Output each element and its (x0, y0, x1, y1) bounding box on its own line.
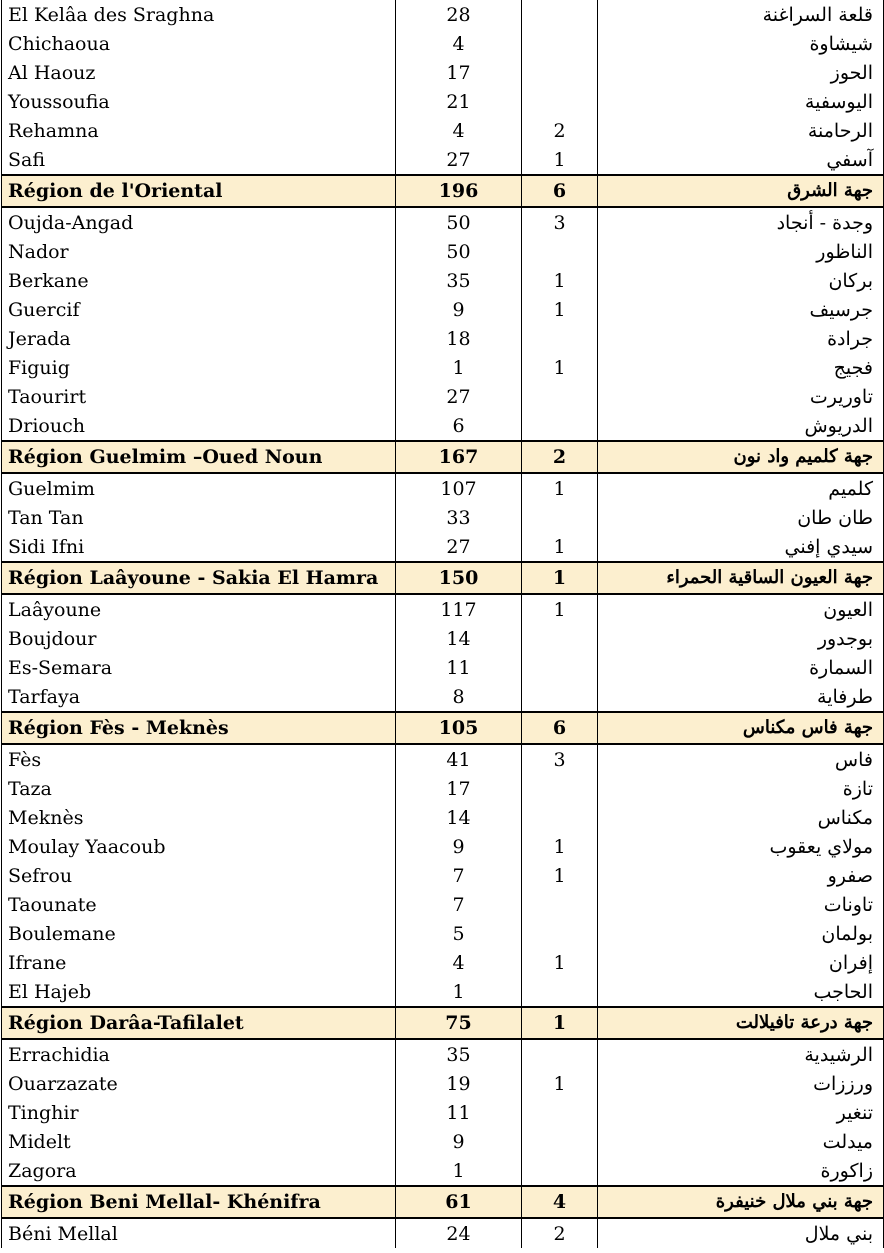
name-fr-cell: El Kelâa des Sraghna (2, 0, 396, 29)
name-ar-cell: إفران (598, 948, 884, 977)
table-body (2, 0, 884, 1248)
table-row (2, 145, 884, 175)
table-row (2, 503, 884, 532)
table-row (2, 29, 884, 58)
table-row (2, 682, 884, 712)
name-fr-cell: Ifrane (2, 948, 396, 977)
table-row (2, 266, 884, 295)
name-ar-cell: بوجدور (598, 624, 884, 653)
table-row (2, 1069, 884, 1098)
name-fr-cell: Driouch (2, 411, 396, 441)
name-ar-cell: طرفاية (598, 682, 884, 712)
table-row (2, 473, 884, 503)
table-row (2, 116, 884, 145)
name-fr-cell: Es-Semara (2, 653, 396, 682)
count-cell: 7 (396, 861, 522, 890)
name-fr-cell: Berkane (2, 266, 396, 295)
region-row (2, 712, 884, 744)
table-row (2, 353, 884, 382)
table-row (2, 803, 884, 832)
name-ar-cell: جهة فاس مكناس (598, 712, 884, 744)
secondary-count-cell: 1 (522, 266, 598, 295)
table-row (2, 744, 884, 774)
secondary-count-cell: 1 (522, 353, 598, 382)
table-row (2, 890, 884, 919)
table-row (2, 295, 884, 324)
count-cell: 11 (396, 1098, 522, 1127)
name-ar-cell: قلعة السراغنة (598, 0, 884, 29)
name-fr-cell: Taza (2, 774, 396, 803)
name-fr-cell: Safi (2, 145, 396, 175)
name-ar-cell: الرشيدية (598, 1039, 884, 1069)
table-row (2, 948, 884, 977)
secondary-count-cell (522, 1156, 598, 1186)
name-fr-cell: Région de l'Oriental (2, 175, 396, 207)
secondary-count-cell: 1 (522, 473, 598, 503)
table-row (2, 774, 884, 803)
name-ar-cell: اليوسفية (598, 87, 884, 116)
name-fr-cell: Al Haouz (2, 58, 396, 87)
count-cell: 150 (396, 562, 522, 594)
table-row (2, 0, 884, 29)
secondary-count-cell (522, 919, 598, 948)
secondary-count-cell: 6 (522, 712, 598, 744)
name-ar-cell: بني ملال (598, 1218, 884, 1248)
name-ar-cell: جهة العيون الساقية الحمراء (598, 562, 884, 594)
name-fr-cell: Zagora (2, 1156, 396, 1186)
name-fr-cell: Chichaoua (2, 29, 396, 58)
count-cell: 50 (396, 207, 522, 237)
name-fr-cell: Sidi Ifni (2, 532, 396, 562)
name-fr-cell: Région Darâa-Tafilalet (2, 1007, 396, 1039)
name-fr-cell: Taourirt (2, 382, 396, 411)
region-row (2, 175, 884, 207)
region-row (2, 441, 884, 473)
count-cell: 27 (396, 382, 522, 411)
name-ar-cell: فاس (598, 744, 884, 774)
name-fr-cell: Fès (2, 744, 396, 774)
region-row (2, 1186, 884, 1218)
table-row (2, 207, 884, 237)
name-fr-cell: Sefrou (2, 861, 396, 890)
count-cell: 17 (396, 58, 522, 87)
secondary-count-cell (522, 977, 598, 1007)
secondary-count-cell: 1 (522, 562, 598, 594)
count-cell: 21 (396, 87, 522, 116)
name-ar-cell: مولاي يعقوب (598, 832, 884, 861)
count-cell: 61 (396, 1186, 522, 1218)
secondary-count-cell (522, 382, 598, 411)
name-fr-cell: Région Laâyoune - Sakia El Hamra (2, 562, 396, 594)
secondary-count-cell (522, 411, 598, 441)
secondary-count-cell: 4 (522, 1186, 598, 1218)
secondary-count-cell: 1 (522, 1069, 598, 1098)
name-ar-cell: جرسيف (598, 295, 884, 324)
table-row (2, 861, 884, 890)
table-row (2, 1156, 884, 1186)
table-row (2, 594, 884, 624)
count-cell: 41 (396, 744, 522, 774)
name-ar-cell: طان طان (598, 503, 884, 532)
count-cell: 7 (396, 890, 522, 919)
secondary-count-cell (522, 324, 598, 353)
count-cell: 28 (396, 0, 522, 29)
name-ar-cell: الرحامنة (598, 116, 884, 145)
secondary-count-cell (522, 29, 598, 58)
table-row (2, 237, 884, 266)
table-row (2, 1127, 884, 1156)
table-row (2, 919, 884, 948)
name-fr-cell: Midelt (2, 1127, 396, 1156)
name-fr-cell: Boujdour (2, 624, 396, 653)
name-ar-cell: بركان (598, 266, 884, 295)
table-row (2, 1218, 884, 1248)
name-fr-cell: Nador (2, 237, 396, 266)
secondary-count-cell (522, 237, 598, 266)
table-row (2, 624, 884, 653)
count-cell: 6 (396, 411, 522, 441)
name-ar-cell: كلميم (598, 473, 884, 503)
name-ar-cell: ورززات (598, 1069, 884, 1098)
secondary-count-cell: 1 (522, 145, 598, 175)
name-fr-cell: El Hajeb (2, 977, 396, 1007)
secondary-count-cell: 2 (522, 116, 598, 145)
count-cell: 14 (396, 624, 522, 653)
table-row (2, 532, 884, 562)
region-row (2, 1007, 884, 1039)
secondary-count-cell (522, 803, 598, 832)
count-cell: 8 (396, 682, 522, 712)
name-fr-cell: Laâyoune (2, 594, 396, 624)
name-ar-cell: جهة الشرق (598, 175, 884, 207)
table-row (2, 1039, 884, 1069)
name-ar-cell: العيون (598, 594, 884, 624)
count-cell: 35 (396, 1039, 522, 1069)
table-row (2, 977, 884, 1007)
count-cell: 9 (396, 1127, 522, 1156)
name-ar-cell: شيشاوة (598, 29, 884, 58)
secondary-count-cell: 6 (522, 175, 598, 207)
secondary-count-cell: 2 (522, 1218, 598, 1248)
count-cell: 4 (396, 948, 522, 977)
name-fr-cell: Figuig (2, 353, 396, 382)
secondary-count-cell (522, 87, 598, 116)
name-ar-cell: جهة بني ملال خنيفرة (598, 1186, 884, 1218)
region-row (2, 562, 884, 594)
name-fr-cell: Errachidia (2, 1039, 396, 1069)
secondary-count-cell (522, 774, 598, 803)
name-fr-cell: Tarfaya (2, 682, 396, 712)
secondary-count-cell: 1 (522, 594, 598, 624)
count-cell: 35 (396, 266, 522, 295)
count-cell: 1 (396, 977, 522, 1007)
name-ar-cell: الناظور (598, 237, 884, 266)
name-fr-cell: Rehamna (2, 116, 396, 145)
secondary-count-cell: 1 (522, 861, 598, 890)
count-cell: 11 (396, 653, 522, 682)
name-ar-cell: مكناس (598, 803, 884, 832)
count-cell: 14 (396, 803, 522, 832)
count-cell: 27 (396, 145, 522, 175)
count-cell: 167 (396, 441, 522, 473)
table-row (2, 324, 884, 353)
count-cell: 50 (396, 237, 522, 266)
name-fr-cell: Jerada (2, 324, 396, 353)
count-cell: 9 (396, 832, 522, 861)
count-cell: 5 (396, 919, 522, 948)
regions-table (1, 0, 884, 1248)
name-fr-cell: Région Beni Mellal- Khénifra (2, 1186, 396, 1218)
count-cell: 196 (396, 175, 522, 207)
count-cell: 9 (396, 295, 522, 324)
count-cell: 4 (396, 116, 522, 145)
name-ar-cell: السمارة (598, 653, 884, 682)
name-fr-cell: Béni Mellal (2, 1218, 396, 1248)
name-fr-cell: Youssoufia (2, 87, 396, 116)
count-cell: 4 (396, 29, 522, 58)
name-ar-cell: تازة (598, 774, 884, 803)
name-ar-cell: تاونات (598, 890, 884, 919)
secondary-count-cell: 2 (522, 441, 598, 473)
count-cell: 24 (396, 1218, 522, 1248)
secondary-count-cell (522, 1039, 598, 1069)
count-cell: 33 (396, 503, 522, 532)
name-ar-cell: تاوريرت (598, 382, 884, 411)
secondary-count-cell (522, 682, 598, 712)
name-ar-cell: فجيج (598, 353, 884, 382)
secondary-count-cell: 1 (522, 832, 598, 861)
name-ar-cell: صفرو (598, 861, 884, 890)
name-ar-cell: ميدلت (598, 1127, 884, 1156)
name-ar-cell: الدريوش (598, 411, 884, 441)
table-row (2, 832, 884, 861)
secondary-count-cell (522, 503, 598, 532)
name-fr-cell: Oujda-Angad (2, 207, 396, 237)
name-ar-cell: بولمان (598, 919, 884, 948)
secondary-count-cell (522, 1098, 598, 1127)
table-row (2, 87, 884, 116)
count-cell: 17 (396, 774, 522, 803)
name-ar-cell: جهة كلميم واد نون (598, 441, 884, 473)
secondary-count-cell: 3 (522, 744, 598, 774)
name-fr-cell: Région Fès - Meknès (2, 712, 396, 744)
count-cell: 117 (396, 594, 522, 624)
secondary-count-cell (522, 58, 598, 87)
name-fr-cell: Boulemane (2, 919, 396, 948)
secondary-count-cell (522, 624, 598, 653)
name-fr-cell: Moulay Yaacoub (2, 832, 396, 861)
name-ar-cell: جهة درعة تافيلالت (598, 1007, 884, 1039)
name-fr-cell: Taounate (2, 890, 396, 919)
secondary-count-cell: 1 (522, 532, 598, 562)
table-row (2, 411, 884, 441)
secondary-count-cell (522, 890, 598, 919)
name-fr-cell: Guelmim (2, 473, 396, 503)
name-ar-cell: الحوز (598, 58, 884, 87)
secondary-count-cell (522, 653, 598, 682)
count-cell: 105 (396, 712, 522, 744)
secondary-count-cell: 3 (522, 207, 598, 237)
name-fr-cell: Tan Tan (2, 503, 396, 532)
secondary-count-cell (522, 1127, 598, 1156)
count-cell: 27 (396, 532, 522, 562)
name-fr-cell: Guercif (2, 295, 396, 324)
name-ar-cell: زاكورة (598, 1156, 884, 1186)
table-row (2, 653, 884, 682)
secondary-count-cell (522, 0, 598, 29)
count-cell: 1 (396, 1156, 522, 1186)
name-ar-cell: آسفي (598, 145, 884, 175)
name-ar-cell: الحاجب (598, 977, 884, 1007)
count-cell: 75 (396, 1007, 522, 1039)
count-cell: 1 (396, 353, 522, 382)
name-ar-cell: جرادة (598, 324, 884, 353)
name-fr-cell: Tinghir (2, 1098, 396, 1127)
count-cell: 107 (396, 473, 522, 503)
count-cell: 18 (396, 324, 522, 353)
name-ar-cell: تنغير (598, 1098, 884, 1127)
name-fr-cell: Région Guelmim –Oued Noun (2, 441, 396, 473)
table-row (2, 1098, 884, 1127)
secondary-count-cell: 1 (522, 295, 598, 324)
secondary-count-cell: 1 (522, 948, 598, 977)
table-row (2, 58, 884, 87)
table-row (2, 382, 884, 411)
secondary-count-cell: 1 (522, 1007, 598, 1039)
name-ar-cell: سيدي إفني (598, 532, 884, 562)
name-fr-cell: Ouarzazate (2, 1069, 396, 1098)
name-fr-cell: Meknès (2, 803, 396, 832)
name-ar-cell: وجدة - أنجاد (598, 207, 884, 237)
count-cell: 19 (396, 1069, 522, 1098)
